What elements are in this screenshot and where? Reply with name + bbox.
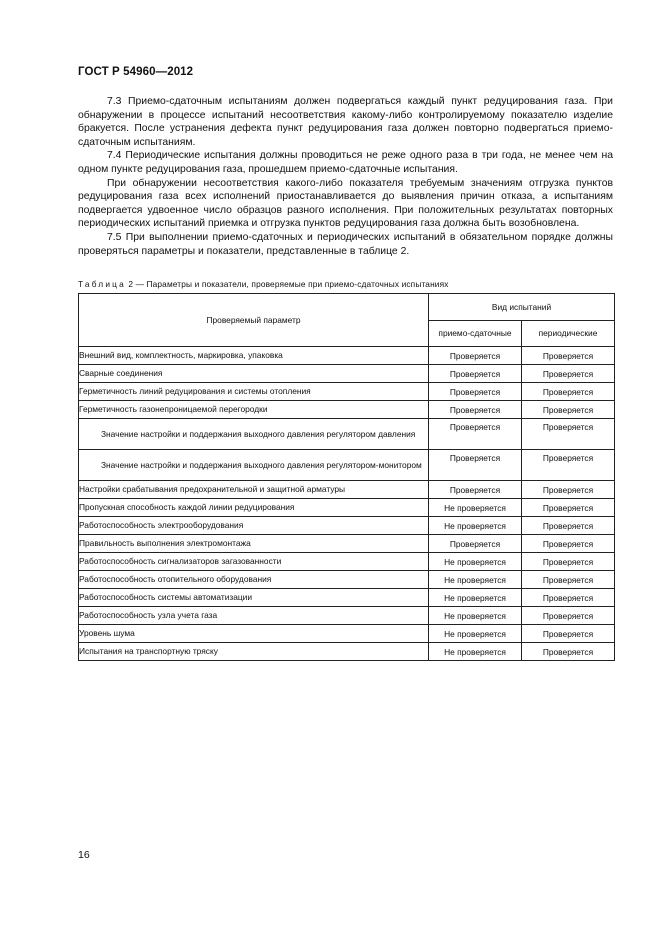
header-acceptance: приемо-сдаточные [429,320,522,347]
row-periodic: Проверяется [522,499,615,517]
table-row [79,419,615,450]
paragraph-7-3: 7.3 Приемо-сдаточным испытаниям должен подвергаться каждый пункт редуцирования газа. При обнаружении в процессе испытаний несоответствия какому-либо контролируемому показателю изделие бракуется. После устранения дефекта пункт редуцирования газа должен повторно подвергаться приемо-сдаточным испытаниям. [78,96,613,148]
table-row [79,383,615,401]
row-acceptance: Не проверяется [429,643,522,661]
table-row [79,499,615,517]
row-param: Герметичность газонепроницаемой перегородки [79,401,429,419]
table-row [79,607,615,625]
table-row [79,589,615,607]
row-periodic: Проверяется [522,347,615,365]
row-param: Работоспособность узла учета газа [79,607,429,625]
row-acceptance: Не проверяется [429,571,522,589]
table-row [79,347,615,365]
table-row [79,553,615,571]
row-param: Пропускная способность каждой линии редуцирования [79,499,429,517]
row-periodic: Проверяется [522,481,615,499]
row-param: Работоспособность сигнализаторов загазованности [79,553,429,571]
row-periodic: Проверяется [522,589,615,607]
row-acceptance: Не проверяется [429,499,522,517]
row-acceptance: Не проверяется [429,589,522,607]
paragraph-7-4: 7.4 Периодические испытания должны проводиться не реже одного раза в три года, не менее чем на одном пункте редуцирования газа, прошедшем приемо-сдаточные испытания. [78,150,613,175]
row-acceptance: Проверяется [429,535,522,553]
row-acceptance: Проверяется [429,365,522,383]
row-periodic: Проверяется [522,625,615,643]
table-row [79,481,615,499]
row-periodic: Проверяется [522,419,615,450]
row-acceptance: Проверяется [429,450,522,481]
row-acceptance: Проверяется [429,401,522,419]
row-param: Значение настройки и поддержания выходного давления регулятором давления [79,419,429,450]
paragraph-7-5: 7.5 При выполнении приемо-сдаточных и периодических испытаний в обязательном порядке должны проверяться параметры и показатели, представленные в таблице 2. [78,231,613,257]
row-param: Испытания на транспортную тряску [79,643,429,661]
row-periodic: Проверяется [522,365,615,383]
row-param: Внешний вид, комплектность, маркировка, упаковка [79,347,429,365]
header-param: Проверяемый параметр [79,294,429,347]
table-row [79,571,615,589]
row-periodic: Проверяется [522,535,615,553]
table-row [79,643,615,661]
row-param: Работоспособность системы автоматизации [79,589,429,607]
row-param: Сварные соединения [79,365,429,383]
row-acceptance: Проверяется [429,419,522,450]
body-text [78,95,613,258]
header-kind: Вид испытаний [429,294,615,321]
row-periodic: Проверяется [522,571,615,589]
table-row [79,535,615,553]
paragraph-failure: При обнаружении несоответствия какого-либо показателя требуемым значениям отгрузка пунктов редуцирования газа всех исполнений приостанавливается до выявления причин отказа, а испытаниям подвергается удвоенное число образцов разного исполнения. При положительных результатах повторных периодических испытаний приемка и отгрузка пунктов редуцирования газа должна быть возобновлена. [78,177,613,230]
table-row [79,517,615,535]
table-row [79,365,615,383]
row-periodic: Проверяется [522,450,615,481]
row-acceptance: Не проверяется [429,607,522,625]
row-param: Работоспособность отопительного оборудования [79,571,429,589]
page-number: 16 [78,849,90,861]
row-acceptance: Проверяется [429,347,522,365]
header-periodic: периодические [522,320,615,347]
document-header: ГОСТ Р 54960—2012 [78,66,194,78]
row-periodic: Проверяется [522,517,615,535]
table-row [79,401,615,419]
row-periodic: Проверяется [522,383,615,401]
row-periodic: Проверяется [522,607,615,625]
row-acceptance: Не проверяется [429,517,522,535]
row-acceptance: Не проверяется [429,553,522,571]
row-acceptance: Проверяется [429,481,522,499]
row-param: Настройки срабатывания предохранительной и защитной арматуры [79,481,429,499]
parameters-table [78,293,615,661]
row-acceptance: Проверяется [429,383,522,401]
row-periodic: Проверяется [522,643,615,661]
table-row [79,450,615,481]
table-caption-label: Таблица [78,279,126,289]
table-caption [78,279,449,289]
row-param: Правильность выполнения электромонтажа [79,535,429,553]
row-periodic: Проверяется [522,553,615,571]
table-caption-number: 2 [128,279,134,289]
row-param: Герметичность линий редуцирования и системы отопления [79,383,429,401]
row-param: Работоспособность электрооборудования [79,517,429,535]
row-periodic: Проверяется [522,401,615,419]
row-param: Значение настройки и поддержания выходного давления регулятором-монитором [79,450,429,481]
row-param: Уровень шума [79,625,429,643]
table-caption-text: — Параметры и показатели, проверяемые при приемо-сдаточных испытаниях [135,279,449,289]
row-acceptance: Не проверяется [429,625,522,643]
table-row [79,625,615,643]
